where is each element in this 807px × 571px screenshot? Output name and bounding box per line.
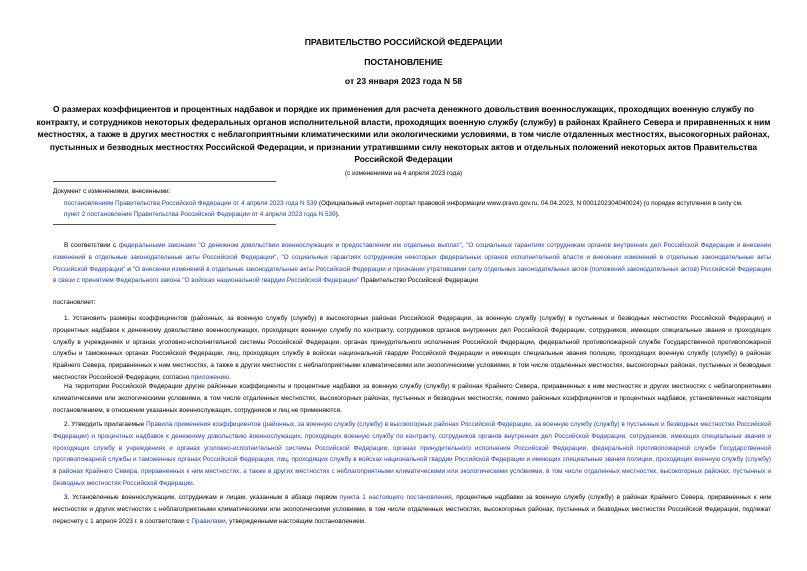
paragraph-3-text-2: , процентные надбавки за военную службу (службу) в районах Крайнего Севера, приравненных к ним местностях и других местностях с неблагоприятными климатическими или экологическими условиями, в том числе отдаленных местностях, высокогорных районах, пустынных и безводных местностях Российской Федерации, подлежат пересчету с 1 апреля 2023 г. в соответствии с — [53, 494, 772, 525]
preamble-text-1: В соответствии с — [64, 242, 119, 249]
document-type: ПОСТАНОВЛЕНИЕ — [364, 57, 443, 67]
document-date-number: от 23 января 2023 года N 58 — [344, 76, 463, 86]
changes-source-text: (Официальный интернет-портал правовой информации www.pravo.gov.ru, 04.04.2023, N 0001202304040024) (о порядке вступления в силу см. — [317, 199, 743, 207]
link-decree-539-point-2[interactable]: пункт 2 постановления Правительства Российской Федерации от 4 апреля 2023 года N 539 — [64, 211, 336, 218]
link-law-national-guard[interactable]: "О внесении изменений в отдельные законодательные акты Российской Федерации и признании утратившими силу отдельных законодательных актов (положений законодательных актов) Российской Федерации в связи с принятием Федерального закона "О войсках национальной гвардии Российской Федерации" — [53, 265, 771, 285]
preamble-text-3: , — [276, 253, 282, 261]
preamble-paragraph — [53, 240, 771, 287]
paragraph-1-end: . — [228, 373, 231, 381]
paragraph-3-text-1: 3. Установленные военнослужащим, сотрудникам и лицам, указанным в абзаце первом — [64, 494, 340, 501]
government-heading: ПРАВИТЕЛЬСТВО РОССИЙСКОЙ ФЕДЕРАЦИИ — [304, 37, 503, 47]
divider-bottom — [53, 224, 276, 225]
link-point-1[interactable]: пункта 1 настоящего постановления — [339, 494, 452, 501]
document-changes-block — [53, 186, 758, 221]
preamble-text-4: и — [125, 265, 133, 273]
paragraph-2-text: 2. Утвердить прилагаемые — [64, 421, 147, 428]
paragraph-1-second: На территории Российской Федерации другие районные коэффициенты и процентные надбавки за военную службу (службу) в районах Крайнего Севера, приравненных к ним местностях и других местностях с неблагоприятными климатическими или экологическими условиями, в том числе отдаленных местностях, высокогорных районах, пустынных и безводных местностях, помимо районных коэффициентов и процентных надбавок, установленных настоящим постановлением, в отношении указанных военнослужащих, сотрудников и лиц не применяются. — [53, 383, 771, 414]
changes-label: Документ с изменениями, внесенными: — [53, 188, 171, 195]
changes-end-text: ). — [335, 211, 340, 218]
paragraph-1-text: 1. Установить размеры коэффициентов (районных, за военную службу (службу) в высокогорных районах Российской Федерации, за военную службу (службу) в пустынных и безводных местностях Российской Федерации) и процентных надбавок к денежному довольствию военнослужащих, проходящих военную службу по контракту, сотрудников органов внутренних дел Российской Федерации, сотрудников, имеющих специальные звания и проходящих службу в учреждениях и органах уголовно-исполнительной системы Российской Федерации, органах принудительного исполнения Российской Федерации, федеральной противопожарной службе Государственной противопожарной службы и таможенных органах Российской Федерации, лиц, проходящих службу в войсках национальной гвардии Российской Федерации и имеющих специальные звания полиции, проходящих военную службу (службу) в районах Крайнего Севера, приравненных к ним местностях, а также в других местностях с неблагоприятными климатическими или экологическими условиями, в том числе отдаленных местностях, высокогорных районах, пустынных и безводных местностях Российской Федерации, согласно — [53, 315, 771, 381]
paragraph-2 — [53, 419, 771, 490]
document-title: О размерах коэффициентов и процентных надбавок и порядке их применения для расчета денежного довольствия военнослужащих, проходящих военную службу по контракту, и сотрудников некоторых федеральных органов исполнительной власти, проходящих военную службу (службу) в районах Крайнего Севера и приравненных к ним местностях, а также в других местностях с неблагоприятными климатическими или экологическими условиями, в том числе отдаленных местностях, высокогорных районах, пустынных и безводных местностях Российской Федерации, и признании утратившими силу некоторых актов и отдельных положений некоторых актов Правительства Российской Федерации — [36, 104, 771, 165]
link-decree-539[interactable]: постановлением Правительства Российской Федерации от 4 апреля 2023 года N 539 — [64, 199, 318, 207]
link-appendix[interactable]: приложению — [191, 373, 229, 381]
link-law-pay[interactable]: федеральными законами "О денежном довольствии военнослужащих и предоставлении им отдельных выплат" — [118, 242, 462, 249]
resolves-line: постановляет: — [53, 299, 96, 306]
link-rules-2[interactable]: Правилами — [191, 517, 226, 525]
changes-text — [53, 198, 758, 221]
paragraph-1 — [53, 313, 771, 384]
link-law-police-guarantees[interactable]: "О социальных гарантиях сотрудникам органов внутренних дел Российской Федерации и внесении изменений в отдельные законодательные акты Российской Федерации" — [53, 242, 771, 261]
link-rules[interactable]: Правила применения коэффициентов (районных, за военную службу (службу) в высокогорных районах Российской Федерации, за военную службу (службу) в пустынных и безводных местностях Российской Федерации) и процентных надбавок к денежному довольствию военнослужащих, проходящих военную службу по контракту, сотрудников органов внутренних дел Российской Федерации, сотрудников, имеющих специальные звания и проходящих службу в учреждениях и органах уголовно-исполнительной системы Российской Федерации, органах принудительного исполнения Российской Федерации, федеральной противопожарной службе Государственной противопожарной службы и таможенных органах Российской Федерации, лиц, проходящих службу в войсках национальной гвардии Российской Федерации и имеющих специальные звания полиции, проходящих военную службу (службу) в районах Крайнего Севера, приравненных к ним местностях, а также в других местностях с неблагоприятными климатическими или экологическими условиями, в том числе отдаленных местностях, высокогорных районах, пустынных и безводных местностях Российской Федерации — [53, 421, 771, 487]
preamble-text-5: Правительство Российской Федерации — [359, 277, 478, 285]
revision-note: (с изменениями на 4 апреля 2023 года) — [345, 170, 462, 177]
link-law-federal-bodies[interactable]: "О социальных гарантиях сотрудникам некоторых федеральных органов исполнительной власти и внесении изменений в отдельные законодательные акты Российской Федерации" — [53, 253, 771, 273]
paragraph-3-text-3: , утвержденными настоящим постановлением. — [225, 517, 366, 525]
divider-top — [53, 181, 276, 182]
preamble-text-2: , — [461, 242, 467, 249]
paragraph-3 — [53, 492, 771, 527]
paragraph-2-end: . — [192, 479, 195, 487]
